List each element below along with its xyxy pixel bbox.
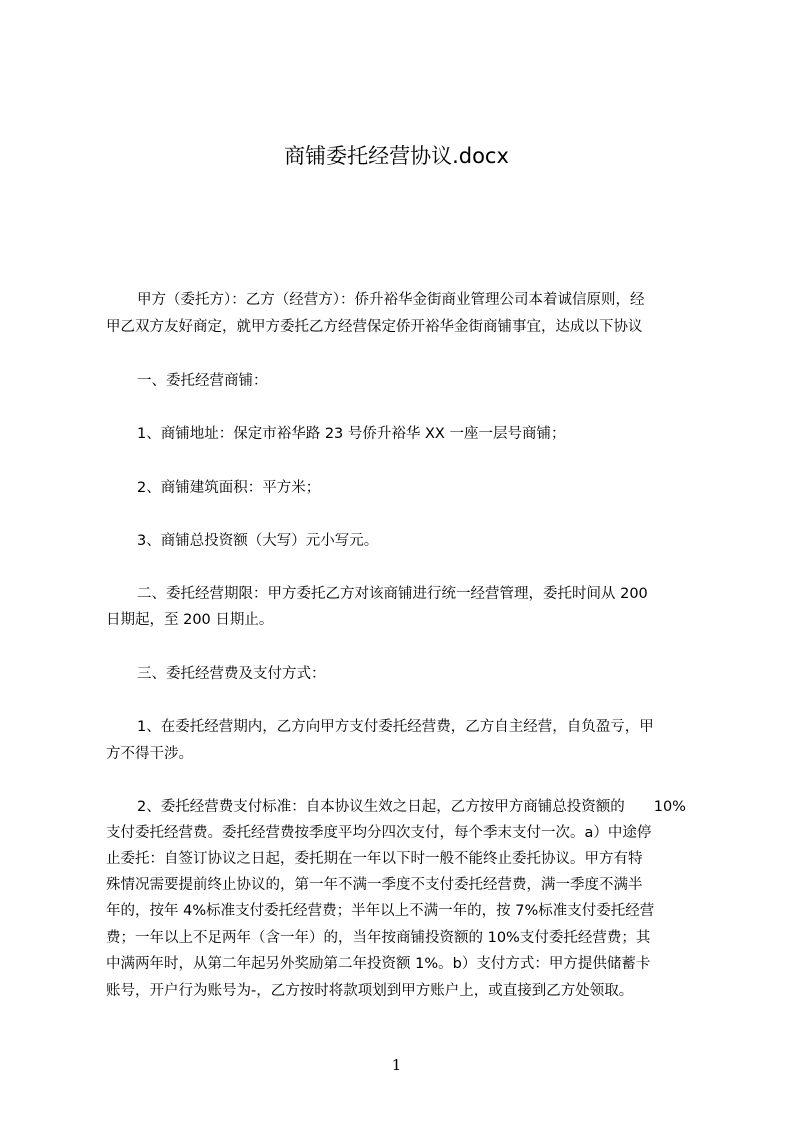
text-line: 支付委托经营费。委托经营费按季度平均分四次支付，每个季末支付一次。a）中途停 <box>106 825 652 841</box>
section-heading-fee: 三、委托经营费及支付方式： <box>137 666 326 682</box>
text-line: 方不得干涉。 <box>106 746 193 762</box>
text-line: 中满两年时，从第二年起另外奖励第二年投资额 1%。b）支付方式：甲方提供储蓄卡 <box>106 956 651 972</box>
text-line: 账号，开户行为账号为-，乙方按时将款项划到甲方账户上，或直接到乙方处领取。 <box>106 983 634 999</box>
clause-shop-address: 1、商铺地址：保定市裕华路 23 号侨升裕华 XX 一座一层号商铺； <box>137 426 566 442</box>
text-line: 止委托：自签订协议之日起，委托期在一年以下时一般不能终止委托协议。甲方有特 <box>106 851 643 867</box>
page-number: 1 <box>391 1056 402 1074</box>
text-line: 费；一年以上不足两年（含一年）的，当年按商铺投资额的 10%支付委托经营费；其 <box>106 930 651 946</box>
clause-shop-investment: 3、商铺总投资额（大写）元小写元。 <box>137 533 379 549</box>
text-line: 年的，按年 4%标准支付委托经营费；半年以上不满一年的，按 7%标准支付委托经营 <box>106 903 655 919</box>
text-line: 二、委托经营期限：甲方委托乙方对该商铺进行统一经营管理，委托时间从 200 <box>137 586 648 602</box>
text-line: 日期起，至 200 日期止。 <box>106 612 274 628</box>
text-line: 甲方（委托方）：乙方（经营方）：侨升裕华金街商业管理公司本着诚信原则，经 <box>137 292 645 308</box>
text-line: 甲乙双方友好商定，就甲方委托乙方经营保定侨开裕华金街商铺事宜，达成以下协议 <box>106 319 643 335</box>
text-line: 2、委托经营费支付标准：自本协议生效之日起，乙方按甲方商铺总投资额的 10% <box>137 799 686 815</box>
clause-shop-area: 2、商铺建筑面积：平方米； <box>137 480 321 496</box>
section-heading-shop: 一、委托经营商铺： <box>137 373 268 389</box>
text-line: 1、在委托经营期内，乙方向甲方支付委托经营费，乙方自主经营，自负盈亏，甲 <box>137 719 654 735</box>
text-line: 殊情况需要提前终止协议的，第一年不满一季度不支付委托经营费，满一季度不满半 <box>106 877 643 893</box>
page-title: 商铺委托经营协议.docx <box>284 144 509 168</box>
